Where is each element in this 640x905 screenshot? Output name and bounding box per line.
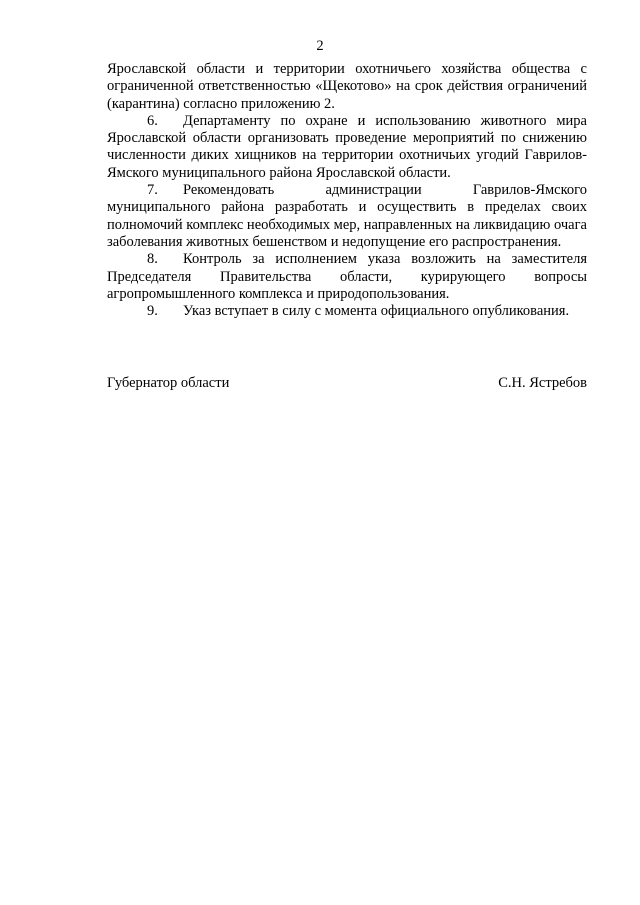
signature-block [107, 374, 587, 392]
item-8 [107, 251, 587, 303]
item-8-number: 8. [147, 251, 158, 268]
continuation-paragraph: Ярославской области и территории охотничьего хозяйства общества с ограниченной ответственностью «Щекотово» на срок действия ограничений (карантина) согласно приложению 2. [107, 61, 587, 112]
signatory-name: С.Н. Ястребов [498, 375, 587, 391]
item-9-text: Указ вступает в силу с момента официального опубликования. [183, 303, 570, 320]
item-6-text: Департаменту по охране и использованию животного мира Ярославской области организовать проведение мероприятий по снижению численности диких хищников на территории охотничьих угодий Гаврилов-Ямского муниципального района Ярославской области. [107, 112, 587, 181]
item-6-number: 6. [147, 112, 158, 129]
item-7-text: Рекомендовать администрации Гаврилов-Ямского муниципального района разработать и осуществить в пределах своих полномочий комплекс необходимых мер, направленных на ликвидацию очага заболевания животных бешенством и недопущение его распространения. [107, 182, 587, 250]
item-8-text: Контроль за исполнением указа возложить на заместителя Председателя Правительства области, курирующего вопросы агропромышленного комплекса и природопользования. [107, 251, 587, 302]
item-7 [107, 182, 587, 251]
item-9 [107, 303, 587, 320]
item-7-number: 7. [147, 182, 158, 199]
page-number: 2 [316, 38, 324, 54]
item-9-number: 9. [147, 303, 158, 320]
item-6 [107, 113, 587, 182]
document-body [107, 61, 587, 320]
signatory-position: Губернатор области [107, 375, 230, 391]
